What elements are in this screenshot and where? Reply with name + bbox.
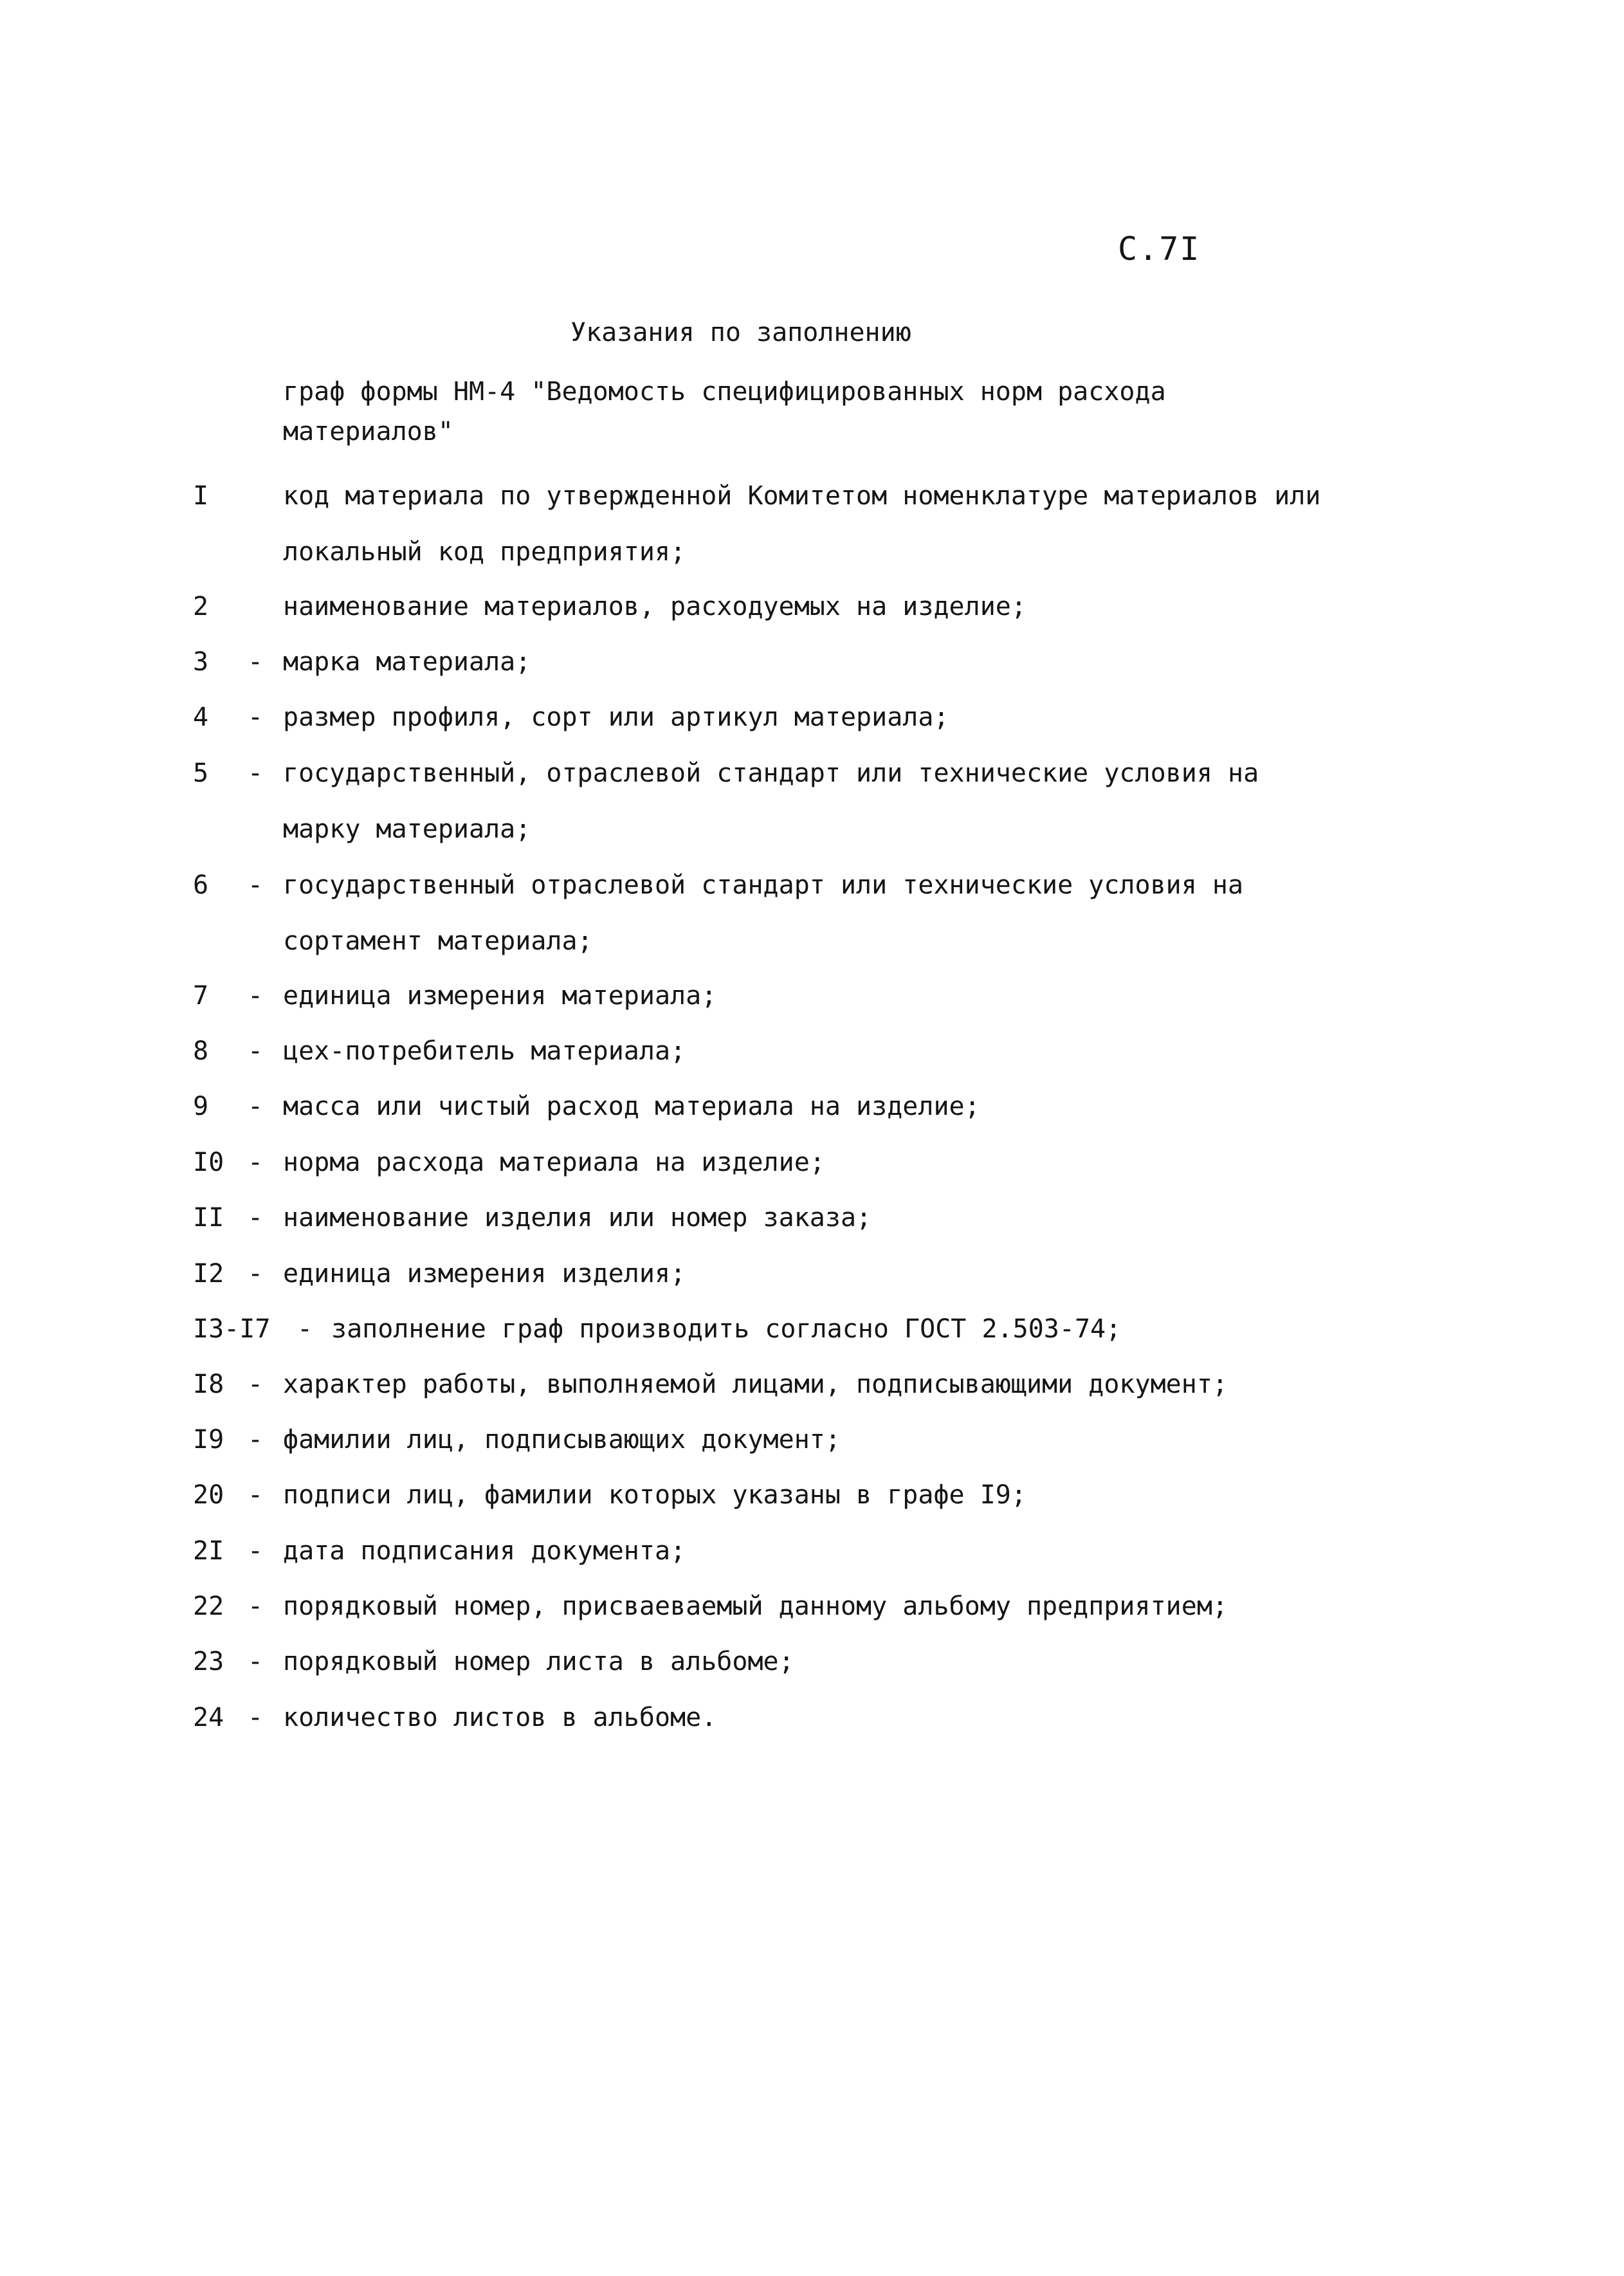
list-item (193, 468, 1351, 580)
item-dash: - (248, 1036, 264, 1066)
item-number: I9 (193, 1425, 224, 1455)
list-item (193, 1690, 1351, 1746)
item-number: 4 (193, 702, 209, 732)
item-number: 5 (193, 758, 209, 788)
page-title: Указания по заполнению (570, 318, 911, 347)
item-dash: - (248, 1592, 264, 1621)
item-number: 23 (193, 1647, 224, 1676)
item-dash: - (248, 870, 264, 900)
list-item (193, 1412, 1351, 1468)
item-text: дата подписания документа; (283, 1536, 686, 1566)
item-dash: - (248, 1148, 264, 1177)
item-number: 2 (193, 592, 209, 621)
item-number: I3-I7 (193, 1314, 271, 1344)
item-dash: - (297, 1314, 313, 1344)
list-item (193, 858, 1351, 969)
item-number: 6 (193, 870, 209, 900)
item-text: порядковый номер, присваеваемый данному альбому предприятием; (283, 1592, 1228, 1621)
item-number: 9 (193, 1092, 209, 1121)
item-dash: - (248, 1259, 264, 1289)
list-item (193, 579, 1351, 635)
item-text: фамилии лиц, подписывающих документ; (283, 1425, 841, 1455)
item-text: размер профиля, сорт или артикул материала; (283, 702, 949, 732)
item-number: 24 (193, 1703, 224, 1732)
item-number: 7 (193, 981, 209, 1011)
item-number: 22 (193, 1592, 224, 1621)
list-item (193, 1079, 1351, 1135)
item-dash: - (248, 1703, 264, 1732)
item-number: 20 (193, 1480, 224, 1510)
item-text: норма расхода материала на изделие; (283, 1148, 825, 1177)
item-number: II (193, 1203, 224, 1233)
item-text: заполнение граф производить согласно ГОСТ 2.503-74; (331, 1314, 1122, 1344)
item-dash: - (248, 702, 264, 732)
item-text: единица измерения материала; (283, 981, 717, 1011)
item-number: I0 (193, 1148, 224, 1177)
item-dash: - (248, 1425, 264, 1455)
item-text: масса или чистый расход материала на изделие; (283, 1092, 980, 1121)
item-text: код материала по утвержденной Комитетом номенклатуре материалов или локальный код предприятия; (283, 481, 1321, 567)
item-text: подписи лиц, фамилии которых указаны в графе I9; (283, 1480, 1026, 1510)
list-item (193, 1467, 1351, 1523)
item-dash: - (248, 1370, 264, 1399)
list-item (193, 968, 1351, 1024)
list-item (193, 1579, 1351, 1635)
list-item (193, 1523, 1351, 1579)
list-item (193, 1246, 1351, 1302)
item-dash: - (248, 647, 264, 677)
item-text: цех-потребитель материала; (283, 1036, 686, 1066)
item-number: 2I (193, 1536, 224, 1566)
list-item (193, 746, 1351, 858)
list-item (193, 690, 1351, 746)
item-number: 3 (193, 647, 209, 677)
item-text: государственный отраслевой стандарт или технические условия на сортамент материала; (283, 870, 1244, 956)
list-item (193, 1634, 1351, 1690)
item-dash: - (248, 1092, 264, 1121)
item-number: I8 (193, 1370, 224, 1399)
page-number: С.7I (1118, 230, 1201, 268)
list-item (193, 634, 1351, 690)
item-text: наименование изделия или номер заказа; (283, 1203, 872, 1233)
item-text: характер работы, выполняемой лицами, подписывающими документ; (283, 1370, 1228, 1399)
item-number: I (193, 481, 209, 511)
item-dash: - (248, 1647, 264, 1676)
list-item (193, 1135, 1351, 1191)
list-item (193, 1190, 1351, 1246)
item-dash: - (248, 1536, 264, 1566)
list-item (193, 1301, 1351, 1357)
item-text: порядковый номер листа в альбоме; (283, 1647, 794, 1676)
item-text: марка материала; (283, 647, 531, 677)
item-dash: - (248, 981, 264, 1011)
item-dash: - (248, 1480, 264, 1510)
item-text: единица измерения изделия; (283, 1259, 686, 1289)
list-item (193, 1023, 1351, 1079)
item-number: I2 (193, 1259, 224, 1289)
item-text: количество листов в альбоме. (283, 1703, 717, 1732)
list-item (193, 1357, 1351, 1413)
item-dash: - (248, 758, 264, 788)
item-dash: - (248, 1203, 264, 1233)
item-number: 8 (193, 1036, 209, 1066)
item-text: наименование материалов, расходуемых на изделие; (283, 592, 1026, 621)
page-subtitle: граф формы НМ-4 "Ведомость специфицированных норм расхода материалов" (283, 377, 1166, 446)
item-text: государственный, отраслевой стандарт или технические условия на марку материала; (283, 758, 1259, 844)
